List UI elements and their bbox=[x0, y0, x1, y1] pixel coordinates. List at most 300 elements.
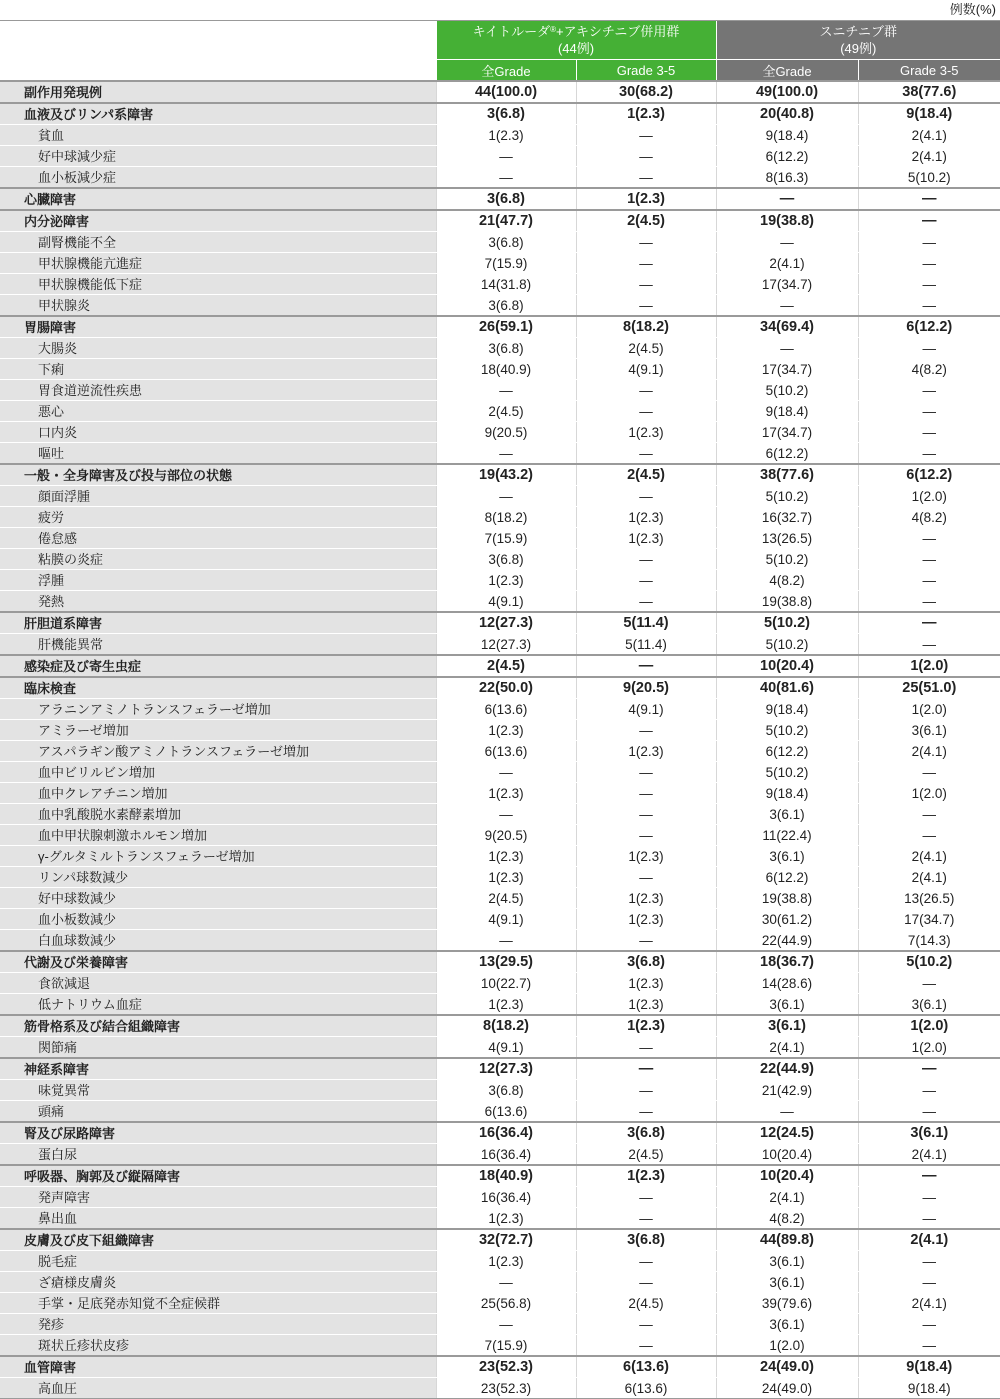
value-cell: — bbox=[436, 1272, 576, 1293]
value-cell: — bbox=[436, 1314, 576, 1335]
value-cell: — bbox=[436, 167, 576, 189]
value-cell: 13(29.5) bbox=[436, 951, 576, 973]
value-cell: 1(2.3) bbox=[576, 422, 716, 443]
value-cell: 4(9.1) bbox=[576, 699, 716, 720]
value-cell: 3(6.8) bbox=[436, 295, 576, 317]
table-row bbox=[0, 549, 1000, 570]
value-cell: 16(36.4) bbox=[436, 1187, 576, 1208]
value-cell: 3(6.8) bbox=[436, 232, 576, 253]
value-cell: — bbox=[858, 1101, 1000, 1123]
row-label: 好中球減少症 bbox=[0, 146, 436, 167]
value-cell: — bbox=[576, 1187, 716, 1208]
value-cell: 8(18.2) bbox=[576, 316, 716, 338]
value-cell: 4(8.2) bbox=[858, 507, 1000, 528]
row-label: 発声障害 bbox=[0, 1187, 436, 1208]
value-cell: 2(4.5) bbox=[576, 210, 716, 232]
row-label: リンパ球数減少 bbox=[0, 867, 436, 888]
value-cell: 3(6.8) bbox=[576, 1122, 716, 1144]
value-cell: — bbox=[858, 401, 1000, 422]
value-cell: 2(4.5) bbox=[436, 655, 576, 677]
value-cell: 1(2.3) bbox=[436, 783, 576, 804]
row-label: 血液及びリンパ系障害 bbox=[0, 103, 436, 125]
row-label: 浮腫 bbox=[0, 570, 436, 591]
row-label: アミラーゼ増加 bbox=[0, 720, 436, 741]
value-cell: — bbox=[858, 253, 1000, 274]
category-row bbox=[0, 1356, 1000, 1378]
value-cell: 19(38.8) bbox=[716, 210, 858, 232]
category-row bbox=[0, 1165, 1000, 1187]
value-cell: 1(2.0) bbox=[858, 783, 1000, 804]
category-row bbox=[0, 655, 1000, 677]
value-cell: 13(26.5) bbox=[858, 888, 1000, 909]
value-cell: 3(6.1) bbox=[716, 1314, 858, 1335]
table-row bbox=[0, 1314, 1000, 1335]
value-cell: — bbox=[576, 570, 716, 591]
value-cell: 3(6.8) bbox=[436, 549, 576, 570]
table-row bbox=[0, 720, 1000, 741]
value-cell: 5(10.2) bbox=[858, 951, 1000, 973]
value-cell: — bbox=[436, 930, 576, 952]
value-cell: 12(27.3) bbox=[436, 634, 576, 656]
value-cell: 2(4.1) bbox=[716, 253, 858, 274]
value-cell: 9(18.4) bbox=[858, 1356, 1000, 1378]
value-cell: 3(6.1) bbox=[716, 1015, 858, 1037]
row-label: 胃食道逆流性疾患 bbox=[0, 380, 436, 401]
value-cell: 23(52.3) bbox=[436, 1378, 576, 1399]
value-cell: 5(10.2) bbox=[716, 380, 858, 401]
row-label: γ-グルタミルトランスフェラーゼ増加 bbox=[0, 846, 436, 867]
value-cell: 5(10.2) bbox=[716, 634, 858, 656]
value-cell: 25(56.8) bbox=[436, 1293, 576, 1314]
value-cell: — bbox=[576, 401, 716, 422]
table-row bbox=[0, 338, 1000, 359]
value-cell: 5(10.2) bbox=[858, 167, 1000, 189]
table-row bbox=[0, 783, 1000, 804]
row-label: 顔面浮腫 bbox=[0, 486, 436, 507]
group1-name: キイトルーダ bbox=[472, 24, 551, 39]
value-cell: — bbox=[576, 930, 716, 952]
value-cell: — bbox=[858, 1058, 1000, 1080]
table-row bbox=[0, 443, 1000, 465]
value-cell: 6(13.6) bbox=[436, 1101, 576, 1123]
value-cell: 21(47.7) bbox=[436, 210, 576, 232]
value-cell: — bbox=[716, 188, 858, 210]
table-row bbox=[0, 699, 1000, 720]
value-cell: — bbox=[858, 1165, 1000, 1187]
value-cell: 3(6.8) bbox=[436, 1080, 576, 1101]
value-cell: 3(6.1) bbox=[716, 1251, 858, 1272]
category-row bbox=[0, 1058, 1000, 1080]
row-label: 肝胆道系障害 bbox=[0, 612, 436, 634]
value-cell: 4(9.1) bbox=[436, 1037, 576, 1059]
row-label: 副作用発現例 bbox=[0, 81, 436, 103]
value-cell: — bbox=[858, 232, 1000, 253]
category-row bbox=[0, 1229, 1000, 1251]
value-cell: 2(4.5) bbox=[576, 338, 716, 359]
row-label: 血中甲状腺刺激ホルモン増加 bbox=[0, 825, 436, 846]
value-cell: 1(2.3) bbox=[576, 888, 716, 909]
table-row bbox=[0, 1208, 1000, 1230]
value-cell: 5(11.4) bbox=[576, 634, 716, 656]
value-cell: — bbox=[858, 1208, 1000, 1230]
value-cell: 2(4.5) bbox=[576, 1144, 716, 1166]
value-cell: 9(18.4) bbox=[716, 401, 858, 422]
value-cell: 5(10.2) bbox=[716, 486, 858, 507]
row-label: 発疹 bbox=[0, 1314, 436, 1335]
value-cell: 19(38.8) bbox=[716, 888, 858, 909]
value-cell: 2(4.1) bbox=[716, 1187, 858, 1208]
row-label: 大腸炎 bbox=[0, 338, 436, 359]
table-row bbox=[0, 994, 1000, 1016]
value-cell: 9(18.4) bbox=[858, 1378, 1000, 1399]
category-row bbox=[0, 103, 1000, 125]
value-cell: 22(44.9) bbox=[716, 1058, 858, 1080]
value-cell: 6(12.2) bbox=[716, 146, 858, 167]
value-cell: 9(18.4) bbox=[716, 125, 858, 146]
value-cell: 1(2.3) bbox=[576, 741, 716, 762]
category-row bbox=[0, 464, 1000, 486]
row-label: 血小板数減少 bbox=[0, 909, 436, 930]
value-cell: 1(2.3) bbox=[576, 528, 716, 549]
value-cell: 6(13.6) bbox=[576, 1378, 716, 1399]
row-label: 腎及び尿路障害 bbox=[0, 1122, 436, 1144]
value-cell: 3(6.1) bbox=[716, 1272, 858, 1293]
value-cell: — bbox=[858, 528, 1000, 549]
value-cell: 16(36.4) bbox=[436, 1122, 576, 1144]
value-cell: 4(9.1) bbox=[436, 909, 576, 930]
value-cell: 2(4.1) bbox=[858, 846, 1000, 867]
table-row bbox=[0, 232, 1000, 253]
value-cell: — bbox=[576, 825, 716, 846]
table-row bbox=[0, 846, 1000, 867]
row-label: 疲労 bbox=[0, 507, 436, 528]
value-cell: 9(18.4) bbox=[858, 103, 1000, 125]
row-label: ざ瘡様皮膚炎 bbox=[0, 1272, 436, 1293]
value-cell: 2(4.1) bbox=[858, 867, 1000, 888]
value-cell: 1(2.0) bbox=[858, 655, 1000, 677]
value-cell: 44(89.8) bbox=[716, 1229, 858, 1251]
adverse-events-table bbox=[0, 21, 1000, 1399]
value-cell: — bbox=[436, 762, 576, 783]
group1-count: (44例) bbox=[557, 41, 595, 56]
value-cell: 30(61.2) bbox=[716, 909, 858, 930]
value-cell: — bbox=[858, 591, 1000, 613]
value-cell: 1(2.3) bbox=[576, 188, 716, 210]
value-cell: — bbox=[858, 380, 1000, 401]
category-row bbox=[0, 951, 1000, 973]
subheader-all-grade-1: 全Grade bbox=[436, 60, 576, 82]
row-label: 甲状腺機能低下症 bbox=[0, 274, 436, 295]
registered-mark: ® bbox=[550, 25, 556, 34]
value-cell: 1(2.3) bbox=[436, 125, 576, 146]
value-cell: 40(81.6) bbox=[716, 677, 858, 699]
row-label: 嘔吐 bbox=[0, 443, 436, 465]
value-cell: 10(22.7) bbox=[436, 973, 576, 994]
table-row bbox=[0, 1251, 1000, 1272]
value-cell: 1(2.3) bbox=[436, 720, 576, 741]
value-cell: — bbox=[576, 1101, 716, 1123]
row-label: 心臓障害 bbox=[0, 188, 436, 210]
row-label: 副腎機能不全 bbox=[0, 232, 436, 253]
value-cell: — bbox=[576, 720, 716, 741]
unit-note: 例数(%) bbox=[949, 2, 996, 17]
value-cell: 2(4.1) bbox=[858, 1144, 1000, 1166]
row-label: 胃腸障害 bbox=[0, 316, 436, 338]
row-label: 皮膚及び皮下組織障害 bbox=[0, 1229, 436, 1251]
row-label: 貧血 bbox=[0, 125, 436, 146]
value-cell: — bbox=[576, 804, 716, 825]
value-cell: — bbox=[576, 1058, 716, 1080]
table-row bbox=[0, 888, 1000, 909]
value-cell: 9(18.4) bbox=[716, 699, 858, 720]
value-cell: 20(40.8) bbox=[716, 103, 858, 125]
value-cell: — bbox=[858, 443, 1000, 465]
value-cell: 4(8.2) bbox=[716, 1208, 858, 1230]
value-cell: 1(2.3) bbox=[576, 507, 716, 528]
value-cell: — bbox=[436, 443, 576, 465]
value-cell: — bbox=[576, 655, 716, 677]
value-cell: — bbox=[576, 867, 716, 888]
value-cell: 16(36.4) bbox=[436, 1144, 576, 1166]
value-cell: — bbox=[858, 422, 1000, 443]
row-label: 手掌・足底発赤知覚不全症候群 bbox=[0, 1293, 436, 1314]
value-cell: 4(8.2) bbox=[716, 570, 858, 591]
table-row bbox=[0, 741, 1000, 762]
value-cell: — bbox=[858, 274, 1000, 295]
value-cell: 3(6.1) bbox=[716, 804, 858, 825]
value-cell: 5(10.2) bbox=[716, 612, 858, 634]
value-cell: 2(4.5) bbox=[576, 1293, 716, 1314]
row-label: 高血圧 bbox=[0, 1378, 436, 1399]
value-cell: 8(18.2) bbox=[436, 507, 576, 528]
value-cell: — bbox=[436, 804, 576, 825]
table-row bbox=[0, 528, 1000, 549]
row-label: 血小板減少症 bbox=[0, 167, 436, 189]
value-cell: 22(44.9) bbox=[716, 930, 858, 952]
value-cell: 3(6.8) bbox=[576, 951, 716, 973]
value-cell: 1(2.0) bbox=[858, 1037, 1000, 1059]
value-cell: 44(100.0) bbox=[436, 81, 576, 103]
value-cell: 10(20.4) bbox=[716, 1144, 858, 1166]
table-row bbox=[0, 167, 1000, 189]
value-cell: 19(43.2) bbox=[436, 464, 576, 486]
value-cell: — bbox=[858, 1314, 1000, 1335]
row-label: 呼吸器、胸郭及び縦隔障害 bbox=[0, 1165, 436, 1187]
value-cell: 9(20.5) bbox=[436, 422, 576, 443]
table-row bbox=[0, 591, 1000, 613]
value-cell: — bbox=[858, 1187, 1000, 1208]
value-cell: 8(16.3) bbox=[716, 167, 858, 189]
row-label: 好中球数減少 bbox=[0, 888, 436, 909]
group-header-keytruda-axitinib bbox=[436, 21, 716, 60]
value-cell: 1(2.0) bbox=[858, 486, 1000, 507]
value-cell: 1(2.3) bbox=[436, 994, 576, 1016]
row-label: 血中乳酸脱水素酵素増加 bbox=[0, 804, 436, 825]
value-cell: 5(10.2) bbox=[716, 720, 858, 741]
value-cell: 1(2.3) bbox=[436, 570, 576, 591]
value-cell: — bbox=[576, 1251, 716, 1272]
row-label: アスパラギン酸アミノトランスフェラーゼ増加 bbox=[0, 741, 436, 762]
value-cell: — bbox=[716, 295, 858, 317]
value-cell: — bbox=[716, 338, 858, 359]
value-cell: 1(2.0) bbox=[858, 699, 1000, 720]
value-cell: — bbox=[858, 762, 1000, 783]
table-row bbox=[0, 867, 1000, 888]
value-cell: 1(2.3) bbox=[576, 1015, 716, 1037]
value-cell: 12(27.3) bbox=[436, 612, 576, 634]
table-row bbox=[0, 1378, 1000, 1399]
table-row bbox=[0, 804, 1000, 825]
value-cell: 1(2.3) bbox=[576, 846, 716, 867]
table-row bbox=[0, 146, 1000, 167]
value-cell: — bbox=[576, 1208, 716, 1230]
value-cell: 24(49.0) bbox=[716, 1356, 858, 1378]
row-label: 発熱 bbox=[0, 591, 436, 613]
value-cell: 7(15.9) bbox=[436, 1335, 576, 1357]
category-row bbox=[0, 612, 1000, 634]
row-label: 味覚異常 bbox=[0, 1080, 436, 1101]
value-cell: — bbox=[576, 253, 716, 274]
value-cell: 3(6.8) bbox=[436, 338, 576, 359]
table-row bbox=[0, 973, 1000, 994]
value-cell: 2(4.1) bbox=[716, 1037, 858, 1059]
row-label: 代謝及び栄養障害 bbox=[0, 951, 436, 973]
value-cell: — bbox=[858, 549, 1000, 570]
value-cell: 38(77.6) bbox=[716, 464, 858, 486]
table-row bbox=[0, 909, 1000, 930]
value-cell: — bbox=[858, 634, 1000, 656]
value-cell: — bbox=[576, 486, 716, 507]
table-row bbox=[0, 1293, 1000, 1314]
row-label: 関節痛 bbox=[0, 1037, 436, 1059]
value-cell: 18(40.9) bbox=[436, 359, 576, 380]
value-cell: 21(42.9) bbox=[716, 1080, 858, 1101]
value-cell: — bbox=[576, 762, 716, 783]
subheader-grade35-2: Grade 3-5 bbox=[858, 60, 1000, 82]
value-cell: 1(2.3) bbox=[576, 909, 716, 930]
value-cell: 17(34.7) bbox=[716, 274, 858, 295]
value-cell: 2(4.1) bbox=[858, 146, 1000, 167]
group1-name-suffix: +アキシチニブ併用群 bbox=[555, 24, 680, 39]
value-cell: — bbox=[858, 570, 1000, 591]
value-cell: 3(6.8) bbox=[576, 1229, 716, 1251]
value-cell: 2(4.1) bbox=[858, 125, 1000, 146]
value-cell: 1(2.3) bbox=[436, 867, 576, 888]
table-row bbox=[0, 380, 1000, 401]
value-cell: — bbox=[436, 146, 576, 167]
value-cell: — bbox=[576, 591, 716, 613]
value-cell: 3(6.8) bbox=[436, 103, 576, 125]
value-cell: 14(31.8) bbox=[436, 274, 576, 295]
value-cell: 6(12.2) bbox=[716, 741, 858, 762]
value-cell: 11(22.4) bbox=[716, 825, 858, 846]
value-cell: 2(4.1) bbox=[858, 1229, 1000, 1251]
value-cell: — bbox=[576, 443, 716, 465]
value-cell: 5(10.2) bbox=[716, 549, 858, 570]
row-label: 肝機能異常 bbox=[0, 634, 436, 656]
row-label: 内分泌障害 bbox=[0, 210, 436, 232]
value-cell: — bbox=[576, 1080, 716, 1101]
category-row bbox=[0, 1015, 1000, 1037]
value-cell: 1(2.3) bbox=[576, 994, 716, 1016]
row-label: 頭痛 bbox=[0, 1101, 436, 1123]
value-cell: — bbox=[858, 1251, 1000, 1272]
row-label: 倦怠感 bbox=[0, 528, 436, 549]
table-row bbox=[0, 359, 1000, 380]
value-cell: 5(11.4) bbox=[576, 612, 716, 634]
row-label: 鼻出血 bbox=[0, 1208, 436, 1230]
group2-name: スニチニブ群 bbox=[819, 24, 898, 39]
value-cell: 14(28.6) bbox=[716, 973, 858, 994]
value-cell: — bbox=[576, 1037, 716, 1059]
value-cell: 24(49.0) bbox=[716, 1378, 858, 1399]
category-row bbox=[0, 1122, 1000, 1144]
row-label: 低ナトリウム血症 bbox=[0, 994, 436, 1016]
value-cell: 34(69.4) bbox=[716, 316, 858, 338]
value-cell: — bbox=[858, 1335, 1000, 1357]
table-row bbox=[0, 1187, 1000, 1208]
value-cell: 3(6.1) bbox=[858, 720, 1000, 741]
value-cell: 49(100.0) bbox=[716, 81, 858, 103]
value-cell: — bbox=[576, 380, 716, 401]
table-row bbox=[0, 1080, 1000, 1101]
value-cell: 1(2.0) bbox=[858, 1015, 1000, 1037]
value-cell: 2(4.1) bbox=[858, 741, 1000, 762]
value-cell: 16(32.7) bbox=[716, 507, 858, 528]
row-label: アラニンアミノトランスフェラーゼ増加 bbox=[0, 699, 436, 720]
value-cell: 2(4.5) bbox=[436, 888, 576, 909]
value-cell: 17(34.7) bbox=[716, 359, 858, 380]
table-row bbox=[0, 1037, 1000, 1059]
table-row bbox=[0, 930, 1000, 952]
value-cell: 9(18.4) bbox=[716, 783, 858, 804]
subheader-all-grade-2: 全Grade bbox=[716, 60, 858, 82]
value-cell: 10(20.4) bbox=[716, 1165, 858, 1187]
table-row bbox=[0, 634, 1000, 656]
row-label: 臨床検査 bbox=[0, 677, 436, 699]
value-cell: 19(38.8) bbox=[716, 591, 858, 613]
value-cell: 7(15.9) bbox=[436, 253, 576, 274]
table-row bbox=[0, 1272, 1000, 1293]
row-label: 食欲減退 bbox=[0, 973, 436, 994]
category-row bbox=[0, 316, 1000, 338]
value-cell: — bbox=[858, 1080, 1000, 1101]
value-cell: 6(13.6) bbox=[436, 699, 576, 720]
value-cell: — bbox=[576, 549, 716, 570]
value-cell: — bbox=[858, 1272, 1000, 1293]
value-cell: 3(6.1) bbox=[716, 994, 858, 1016]
value-cell: 17(34.7) bbox=[858, 909, 1000, 930]
value-cell: — bbox=[576, 295, 716, 317]
value-cell: 1(2.0) bbox=[716, 1335, 858, 1357]
value-cell: 1(2.3) bbox=[436, 1208, 576, 1230]
value-cell: 7(14.3) bbox=[858, 930, 1000, 952]
value-cell: — bbox=[858, 804, 1000, 825]
value-cell: 3(6.1) bbox=[716, 846, 858, 867]
row-label: 血中クレアチニン増加 bbox=[0, 783, 436, 804]
row-label: 斑状丘疹状皮疹 bbox=[0, 1335, 436, 1357]
value-cell: 39(79.6) bbox=[716, 1293, 858, 1314]
table-row bbox=[0, 1335, 1000, 1357]
value-cell: 6(13.6) bbox=[576, 1356, 716, 1378]
value-cell: 17(34.7) bbox=[716, 422, 858, 443]
value-cell: 2(4.5) bbox=[576, 464, 716, 486]
value-cell: — bbox=[576, 1335, 716, 1357]
category-row bbox=[0, 210, 1000, 232]
value-cell: — bbox=[858, 188, 1000, 210]
table-row bbox=[0, 1101, 1000, 1123]
table-row bbox=[0, 570, 1000, 591]
